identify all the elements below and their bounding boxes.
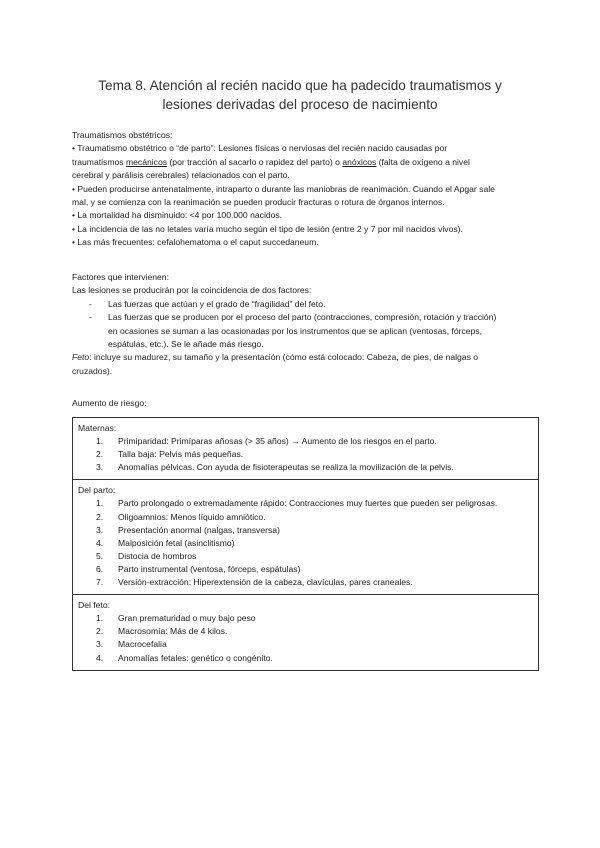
page-title xyxy=(0,76,600,114)
risk-section-label: Maternas: xyxy=(78,423,117,433)
feto-paragraph xyxy=(72,351,538,364)
title-line-2: lesiones derivadas del proceso de nacimiento xyxy=(162,97,438,112)
title-line-1: Tema 8. Atención al recién nacido que ha padecido traumatismos y xyxy=(98,78,502,93)
risk-list-maternas xyxy=(78,435,532,474)
list-item-text: espátulas, etc.). Se le añade más riesgo. xyxy=(108,339,264,350)
section-heading-traumatismos: Traumatismos obstétricos: xyxy=(72,130,173,140)
list-item xyxy=(78,652,532,665)
text: : incluye su madurez, su tamaño y la presentación (cómo está colocado: Cabeza, de pies, de nalgas o xyxy=(89,352,479,363)
factores-list xyxy=(72,298,538,352)
item-number: 6. xyxy=(96,563,104,574)
list-item-text: Gran prematuridad o muy bajo peso xyxy=(118,613,256,624)
bullet-5: • Las más frecuentes: cefalohematoma o el caput succedaneum. xyxy=(72,237,319,248)
list-item-text: Malposición fetal (asinclitismo) xyxy=(118,537,235,548)
list-item-text: Las fuerzas que actúan y el grado de “fragilidad” del feto. xyxy=(108,298,326,309)
list-item-text: Parto instrumental (ventosa, fórceps, espátulas) xyxy=(118,563,301,574)
list-item-text: Presentación anormal (nalgas, transversa) xyxy=(118,524,280,535)
risk-section-maternas xyxy=(73,418,538,480)
item-number: 4. xyxy=(96,652,104,663)
list-item xyxy=(78,537,532,550)
risk-section-label: Del feto: xyxy=(78,600,111,611)
dash-marker: - xyxy=(89,312,92,323)
list-item xyxy=(78,612,532,625)
risk-list-parto xyxy=(78,497,532,589)
risk-section-feto xyxy=(73,595,538,670)
list-item xyxy=(78,524,532,537)
item-number: 2. xyxy=(96,626,104,637)
list-item xyxy=(78,576,532,589)
bullet-1-line-2 xyxy=(72,156,538,169)
item-number: 3. xyxy=(96,462,104,473)
risk-table xyxy=(72,417,539,671)
text: traumatismos xyxy=(72,156,126,167)
item-number: 3. xyxy=(96,524,104,535)
section-aumento xyxy=(72,397,538,410)
list-item-text: Versión-extracción: Hiperextensión de la cabeza, clavículas, pares craneales. xyxy=(118,577,413,588)
section-heading-aumento: Aumento de riesgo: xyxy=(72,398,147,408)
item-number: 7. xyxy=(96,577,104,588)
list-item-text: Oligoamnios: Menos líquido amniótico. xyxy=(118,511,266,522)
list-item xyxy=(78,563,532,576)
section-factores xyxy=(72,271,538,378)
list-item-text: Las fuerzas que se producen por el proceso del parto (contracciones, compresión, rotación y tracción) xyxy=(108,312,497,323)
item-number: 1. xyxy=(96,498,104,509)
bullet-1-line-1: • Traumatismo obstétrico o “de parto”: Lesiones físicas o nerviosas del recién nacido causadas por xyxy=(72,143,448,154)
item-number: 4. xyxy=(96,537,104,548)
list-item-text: Macrosomía: Más de 4 kilos. xyxy=(118,626,228,637)
bullet-1-line-3: cerebral y parálisis cerebrales) relacionados con el parto. xyxy=(72,170,290,181)
list-item xyxy=(72,311,538,351)
item-number: 5. xyxy=(96,550,104,561)
dash-marker: - xyxy=(89,298,92,309)
list-item xyxy=(78,511,532,524)
list-item xyxy=(78,625,532,638)
list-item-text: Parto prolongado o extremadamente rápido: Contracciones muy fuertes que pueden ser peligrosas. xyxy=(118,498,498,509)
bullet-4: • La incidencia de las no letales varía mucho según el tipo de lesión (entre 2 y 7 por mil nacidos vivos). xyxy=(72,223,463,234)
risk-list-feto xyxy=(78,612,532,664)
list-item-text: Anomalías fetales: genético o congénito. xyxy=(118,652,273,663)
section-traumatismos xyxy=(72,129,538,250)
section-heading-factores: Factores que intervienen: xyxy=(72,272,169,282)
item-number: 3. xyxy=(96,639,104,650)
item-number: 1. xyxy=(96,613,104,624)
underlined-term-anoxicos: anóxicos xyxy=(342,156,377,167)
list-item-text: Primiparidad: Primíparas añosas (> 35 años) → Aumento de los riesgos en el parto. xyxy=(118,436,437,447)
risk-section-label: Del parto: xyxy=(78,485,116,496)
list-item-text: Talla baja: Pelvis más pequeñas. xyxy=(118,449,244,460)
list-item xyxy=(78,435,532,448)
list-item-text: Macrocefalia xyxy=(118,639,167,650)
bullet-2-line-1: • Pueden producirse antenatalmente, intraparto o durante las maniobras de reanimación. Cuando el Apgar sale xyxy=(72,183,495,194)
text: (falta de oxígeno a nivel xyxy=(376,156,470,167)
list-item xyxy=(78,448,532,461)
item-number: 2. xyxy=(96,449,104,460)
item-number: 1. xyxy=(96,436,104,447)
feto-label: Feto xyxy=(72,352,90,363)
bullet-2-line-2: mal, y se comienza con la reanimación se pueden producir fracturas o rotura de órganos internos. xyxy=(72,197,445,208)
text: (por tracción al sacarlo o rapidez del parto) o xyxy=(167,156,343,167)
list-item-text: Anomalías pélvicas. Con ayuda de fisioterapeutas se realiza la movilización de la pelvis. xyxy=(118,462,454,473)
factores-intro: Las lesiones se producirán por la coincidencia de dos factores: xyxy=(72,285,312,296)
item-number: 2. xyxy=(96,511,104,522)
list-item xyxy=(72,298,538,311)
list-item-text: Distocia de hombros xyxy=(118,550,197,561)
bullet-3: • La mortalidad ha disminuido: <4 por 100.000 nacidos. xyxy=(72,210,283,221)
risk-section-parto xyxy=(73,480,538,595)
feto-paragraph-line-2: cruzados). xyxy=(72,365,113,376)
list-item xyxy=(78,461,532,474)
list-item-text: en ocasiones se suman a las ocasionadas por los instrumentos que se aplican (ventosas, fórceps, xyxy=(108,325,483,336)
list-item xyxy=(78,497,532,510)
list-item xyxy=(78,550,532,563)
underlined-term-mecanicos: mecánicos xyxy=(125,156,168,167)
list-item xyxy=(78,638,532,651)
